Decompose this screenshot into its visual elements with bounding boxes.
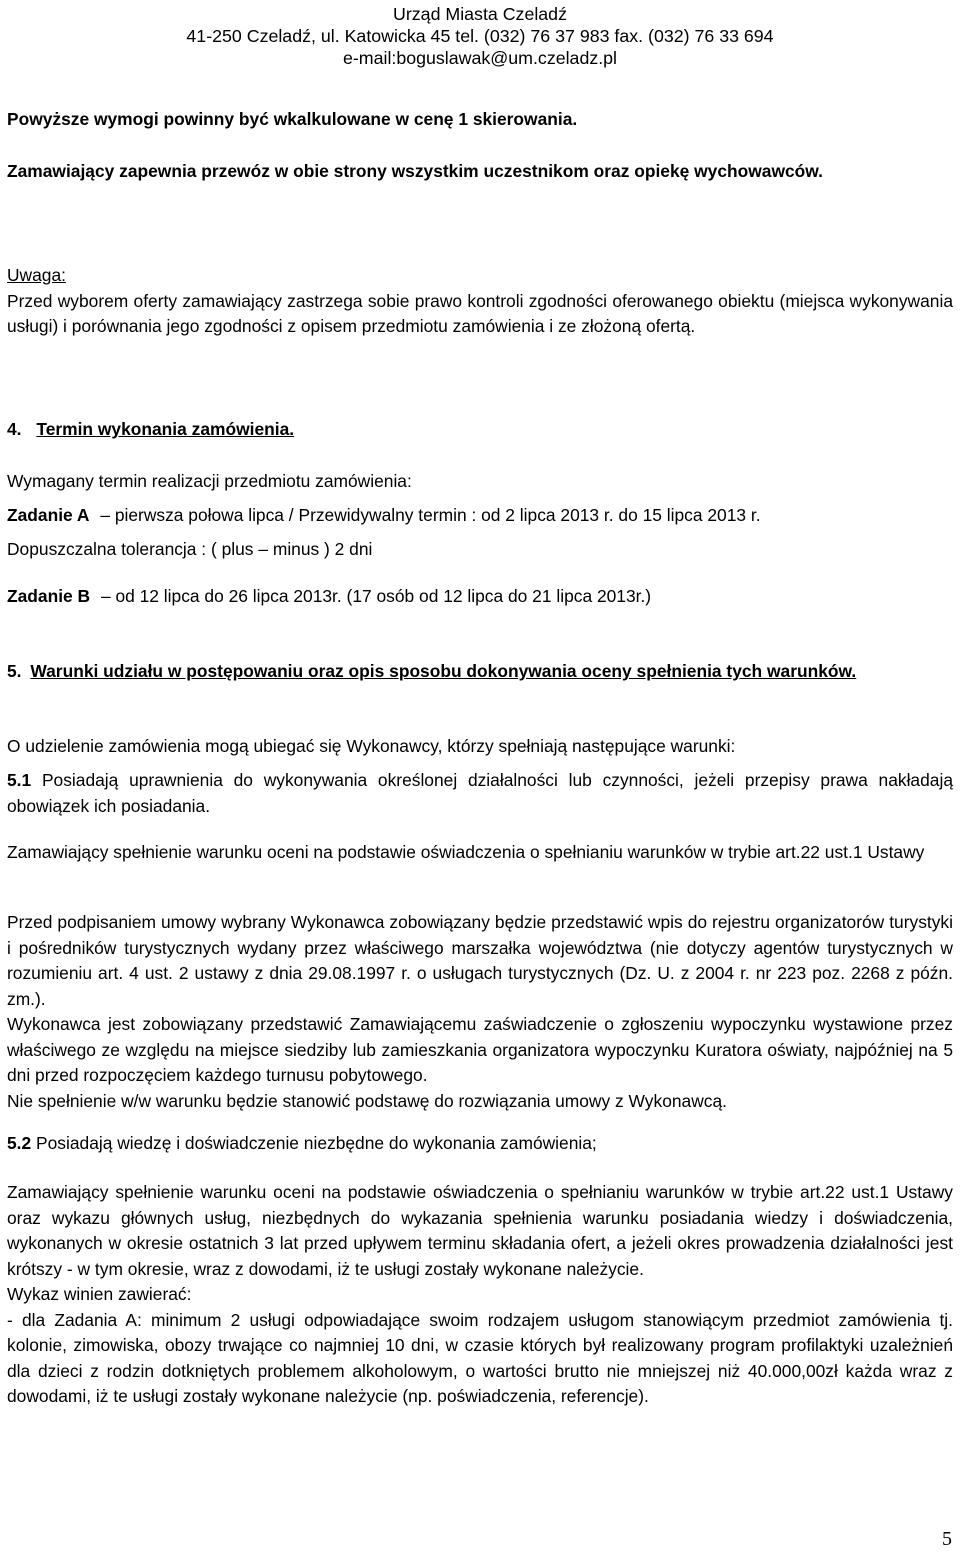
- section5-title: Warunki udziału w postępowaniu oraz opis sposobu dokonywania oceny spełnienia tych warunków.: [30, 661, 857, 681]
- header-office-name: Urząd Miasta Czeladź: [393, 4, 567, 24]
- zadanie-b-text: – od 12 lipca do 26 lipca 2013r. (17 osób od 12 lipca do 21 lipca 2013r.): [100, 586, 652, 606]
- wykaz-label: Wykaz winien zawierać:: [7, 1284, 192, 1304]
- s52-text: Posiadają wiedzę i doświadczenie niezbędne do wykonania zamówienia;: [36, 1133, 597, 1153]
- section4-heading: [7, 417, 953, 443]
- wykaz-zadanie-a: - dla Zadania A: minimum 2 usługi odpowiadające swoim rodzajem usługom stanowiącym przedmiot zamówienia tj. kolonie, zimowiska, obozy trwające co najmniej 10 dni, w czasie których był realizowany program profilaktyki uzależnień dla dzieci z rodzin dotkniętych problemem alkoholowym, o wartości brutto nie mniejszej niż 40.000,00zł każda wraz z dowodami, iż te usługi zostały wykonane należycie (np. poświadczenia, referencje).: [7, 1309, 953, 1406]
- zadanie-a-label: Zadanie A: [7, 505, 90, 525]
- section4-title: Termin wykonania zamówienia.: [36, 419, 295, 439]
- uwaga-text: Przed wyborem oferty zamawiający zastrzega sobie prawo kontroli zgodności oferowanego obiektu (miejsca wykonywania usługi) i porównania jego zgodności z opisem przedmiotu zamówienia i ze złożoną ofertą.: [7, 290, 953, 336]
- s52-condition: [7, 1131, 953, 1157]
- s52-number: 5.2: [7, 1133, 32, 1153]
- page-number: 5: [942, 1528, 952, 1550]
- s51-condition: [7, 768, 953, 819]
- s52-details: [7, 1180, 953, 1410]
- uwaga-block: [7, 263, 953, 340]
- s51-registry-paragraph: Przed podpisaniem umowy wybrany Wykonawca zobowiązany będzie przedstawić wpis do rejestru organizatorów turystyki i pośredników turystycznych wydany przez właściwego marszałka województwa (nie dotyczy agentów turystycznych w rozumieniu art. 4 ust. 2 ustawy z dnia 29.08.1997 r. o usługach turystycznych (Dz. U. z 2004 r. nr 223 poz. 2268 z późn. zm.).: [7, 912, 953, 1009]
- s51-text: Posiadają uprawnienia do wykonywania określonej działalności lub czynności, jeżeli przepisy prawa nakładają obowiązek ich posiadania.: [7, 770, 953, 816]
- section5-intro: O udzielenie zamówienia mogą ubiegać się Wykonawcy, którzy spełniają następujące warunki:: [7, 736, 736, 756]
- section4-number: 4.: [7, 419, 22, 439]
- zadanie-b-label: Zadanie B: [7, 586, 91, 606]
- header-email: e-mail:boguslawak@um.czeladz.pl: [342, 48, 618, 68]
- s51-termination-paragraph: Nie spełnienie w/w warunku będzie stanowić podstawę do rozwiązania umowy z Wykonawcą.: [7, 1090, 727, 1111]
- s51-certificate-paragraph: Wykonawca jest zobowiązany przedstawić Zamawiającemu zaświadczenie o zgłoszeniu wypoczynku wystawione przez właściwego ze względu na miejsce siedziby lub zamieszkania organizatora wypoczynku Kuratora oświaty, najpóźniej na 5 dni przed rozpoczęciem każdego turnusu pobytowego.: [7, 1014, 953, 1085]
- zadanie-a-text: – pierwsza połowa lipca / Przewidywalny termin : od 2 lipca 2013 r. do 15 lipca 2013 r.: [100, 505, 761, 525]
- s51-details: [7, 910, 953, 1114]
- intro-transport-note: Zamawiający zapewnia przewóz w obie strony wszystkim uczestnikom oraz opiekę wychowawców.: [7, 161, 824, 181]
- zadanie-a-line: [7, 503, 953, 529]
- section4-intro: Wymagany termin realizacji przedmiotu zamówienia:: [7, 471, 412, 491]
- tolerance-line: Dopuszczalna tolerancja : ( plus – minus ) 2 dni: [7, 539, 373, 559]
- s51-number: 5.1: [7, 770, 32, 790]
- header-address: 41-250 Czeladź, ul. Katowicka 45 tel. (032) 76 37 983 fax. (032) 76 33 694: [186, 26, 774, 46]
- section5-number: 5.: [7, 661, 22, 681]
- section5-heading: [7, 659, 953, 685]
- s52-evaluation: Zamawiający spełnienie warunku oceni na podstawie oświadczenia o spełnianiu warunków w trybie art.22 ust.1 Ustawy oraz wykazu głównych usług, niezbędnych do wykazania spełnienia warunku posiadania wiedzy i doświadczenia, wykonanych w okresie ostatnich 3 lat przed upływem terminu składania ofert, a jeżeli okres prowadzenia działalności jest krótszy - w tym okresie, wraz z dowodami, iż te usługi zostały wykonane należycie.: [7, 1182, 953, 1279]
- zadanie-b-line: [7, 584, 953, 610]
- uwaga-label: Uwaga:: [7, 265, 66, 285]
- s51-evaluation: Zamawiający spełnienie warunku oceni na podstawie oświadczenia o spełnianiu warunków w trybie art.22 ust.1 Ustawy: [7, 842, 925, 862]
- intro-requirements-note: Powyższe wymogi powinny być wkalkulowane w cenę 1 skierowania.: [7, 109, 578, 129]
